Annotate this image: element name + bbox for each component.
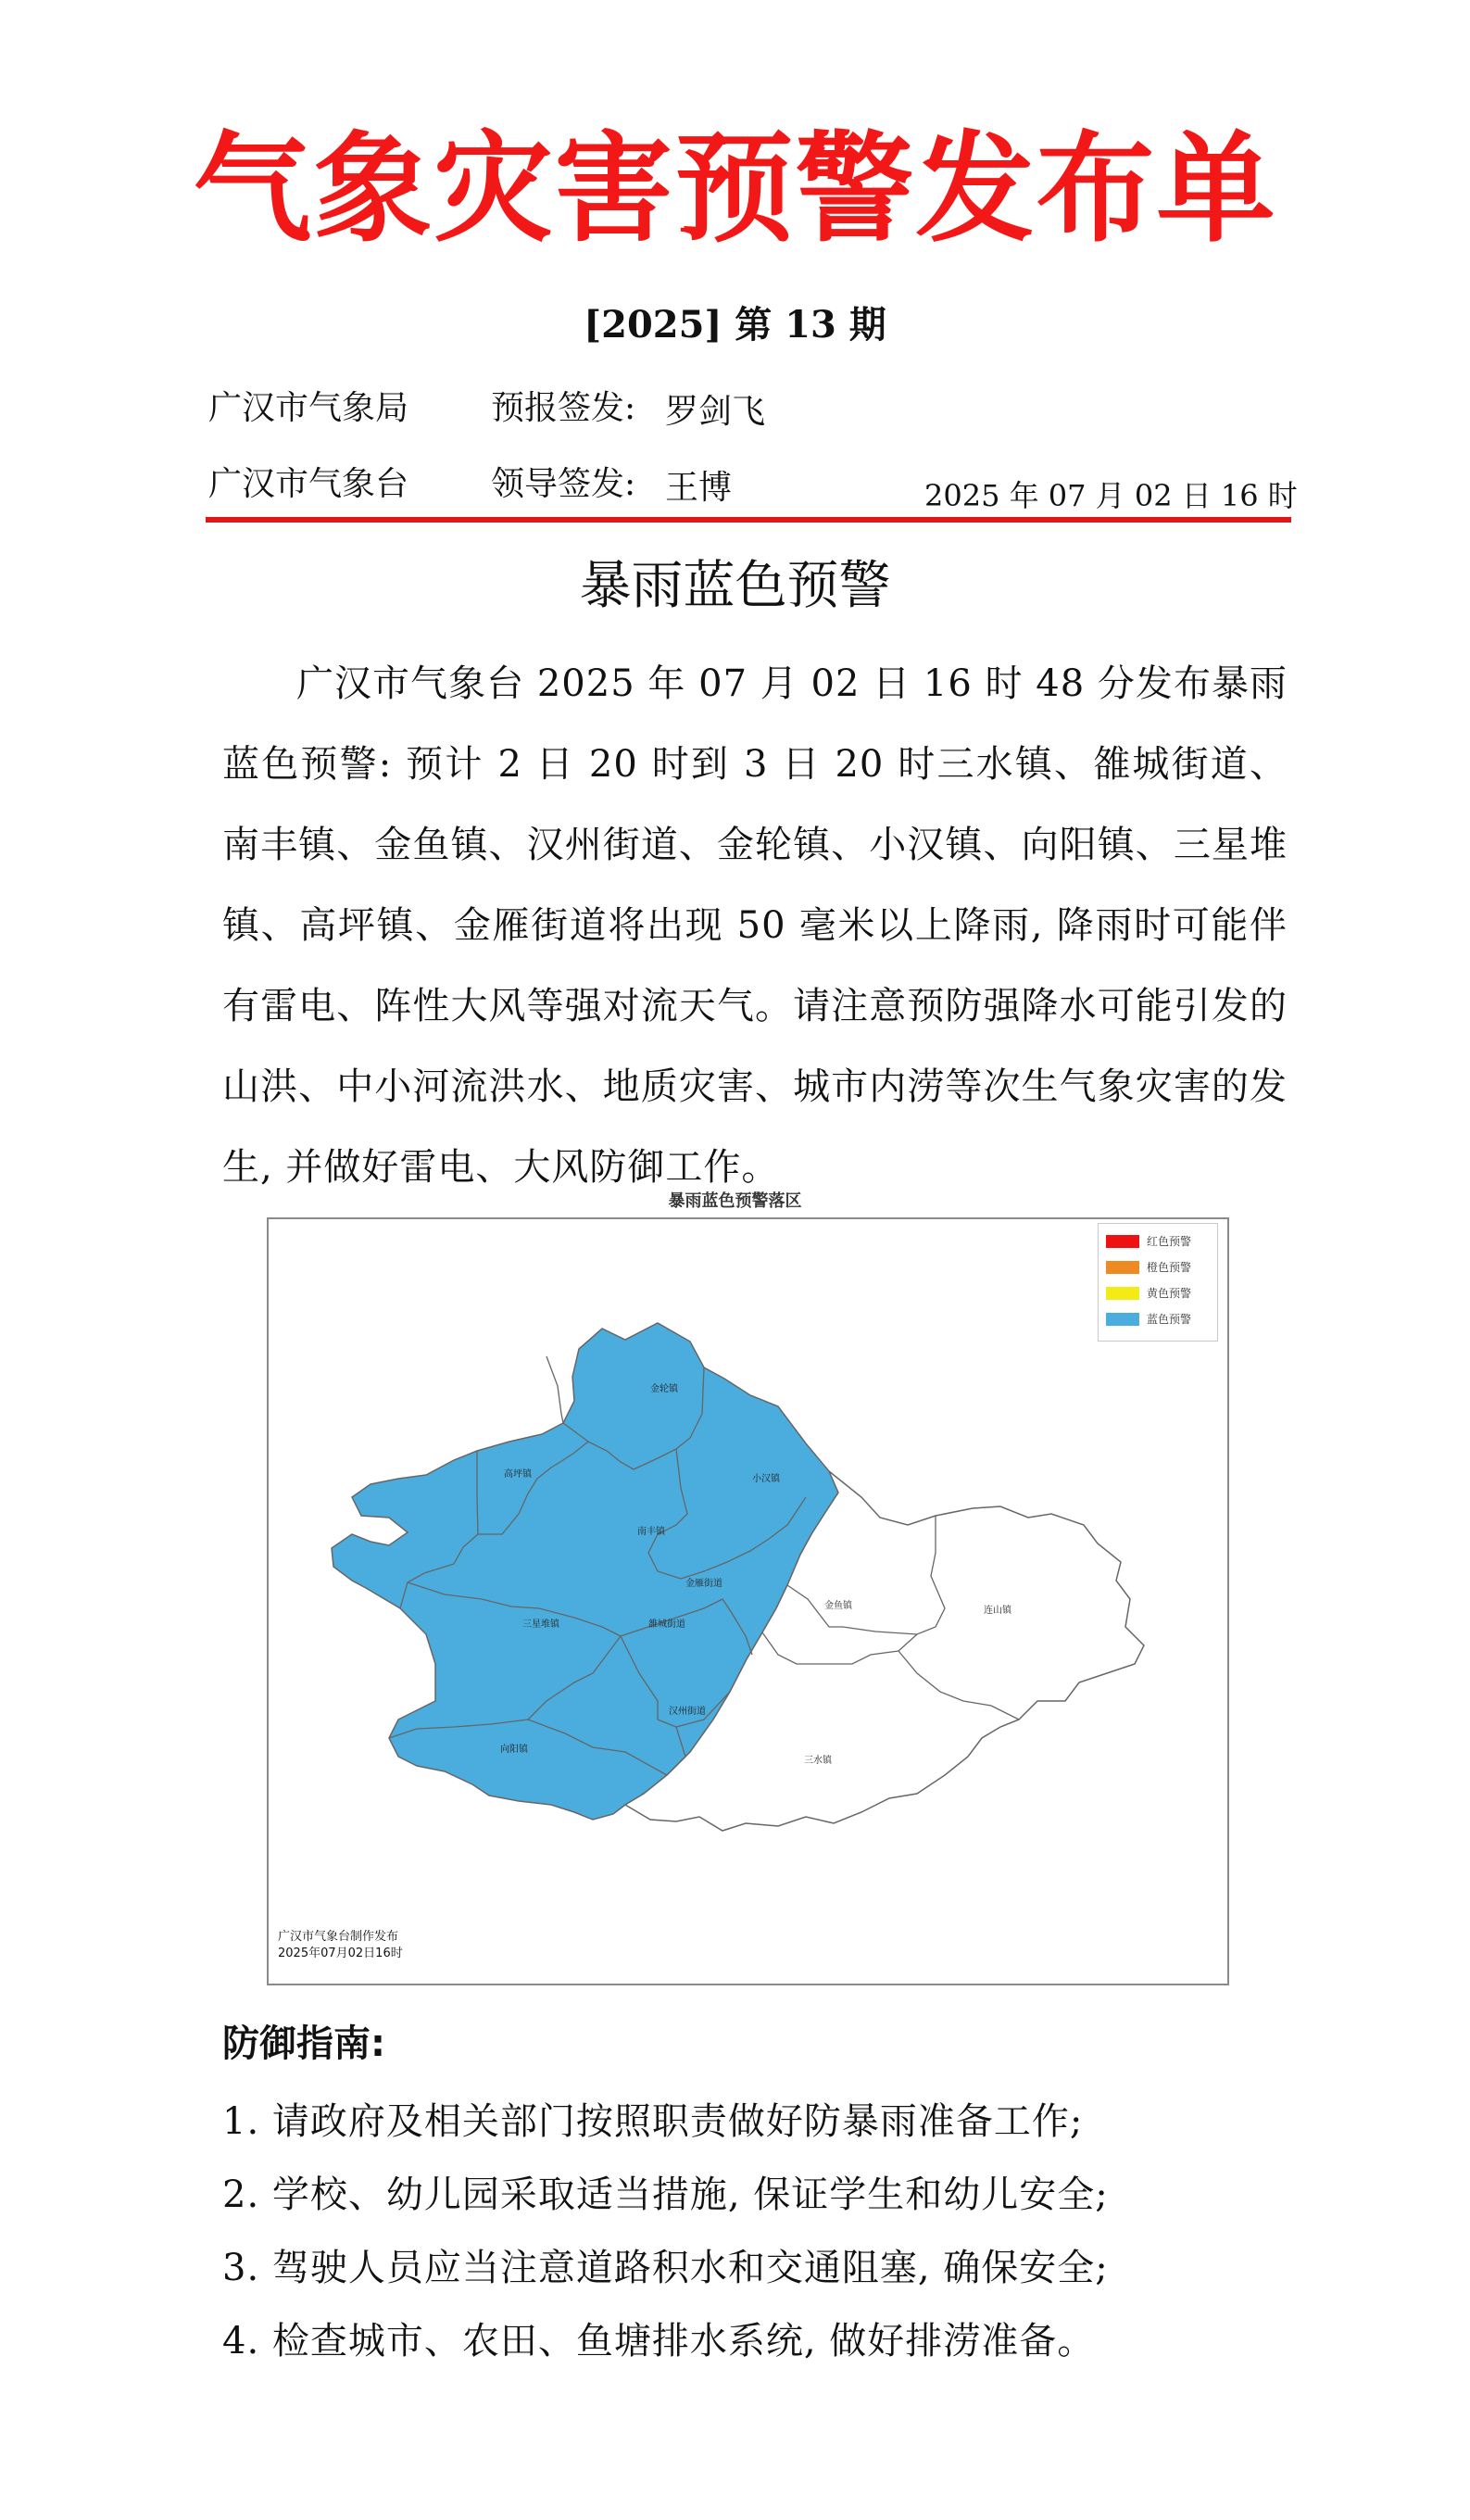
map-footer: [278, 1929, 403, 1962]
legend-yellow: [1106, 1283, 1217, 1304]
legend-red-label: 红色预警: [1147, 1235, 1192, 1248]
warning-body: 广汉市气象台 2025 年 07 月 02 日 16 时 48 分发布暴雨蓝色预警: 预计 2 日 20 时到 3 日 20 时三水镇、雒城街道、南丰镇、金鱼镇、汉州街道、金轮镇、小汉镇、向阳镇、三星堆镇、高坪镇、金雁街道将出现 50 毫米以上降雨, 降雨时可能伴有雷电、阵性大风等强对流天气。请注意预防强降水可能引发的山洪、中小河流洪水、地质灾害、城市内涝等次生气象灾害的发生, 并做好雷电、大风防御工作。: [222, 662, 1288, 1189]
issue-number: [2025] 第 13 期: [584, 303, 886, 346]
warning-map: [267, 1217, 1229, 1985]
map-footer-time: 2025年07月02日16时: [278, 1947, 403, 1960]
orange-swatch: [1106, 1261, 1139, 1274]
label-xiaohan: 小汉镇: [752, 1474, 780, 1484]
forecast-sign-label: 预报签发:: [491, 389, 636, 427]
legend-orange-label: 橙色预警: [1147, 1261, 1192, 1274]
label-sanshui: 三水镇: [804, 1756, 832, 1766]
map-caption: 暴雨蓝色预警落区: [668, 1191, 802, 1211]
label-jinlun: 金轮镇: [650, 1384, 678, 1394]
yellow-swatch: [1106, 1287, 1139, 1300]
bulletin-title: 气象灾害预警发布单: [193, 120, 1277, 258]
label-jinyu: 金鱼镇: [824, 1601, 852, 1611]
label-sanxingdui: 三星堆镇: [522, 1619, 559, 1630]
issue-datetime: 2025 年 07 月 02 日 16 时: [924, 478, 1298, 513]
warning-title: 暴雨蓝色预警: [579, 556, 891, 616]
legend-yellow-label: 黄色预警: [1147, 1287, 1192, 1300]
map-footer-publisher: 广汉市气象台制作发布: [278, 1930, 399, 1944]
label-lianshan: 连山镇: [984, 1606, 1011, 1616]
label-xiangyang: 向阳镇: [500, 1745, 528, 1755]
blue-swatch: [1106, 1313, 1139, 1326]
forecast-signer: 罗剑飞: [665, 393, 766, 431]
legend-orange: [1106, 1257, 1217, 1278]
leader-sign-label: 领导签发:: [491, 465, 636, 503]
issuer-observatory: 广汉市气象台: [208, 465, 409, 503]
guide-item-4: 4. 检查城市、农田、鱼塘排水系统, 做好排涝准备。: [222, 2320, 1096, 2362]
guide-item-2: 2. 学校、幼儿园采取适当措施, 保证学生和幼儿安全;: [222, 2174, 1109, 2216]
guide-item-1: 1. 请政府及相关部门按照职责做好防暴雨准备工作;: [222, 2100, 1084, 2143]
label-hanzhou: 汉州街道: [669, 1707, 706, 1717]
issuer-bureau: 广汉市气象局: [208, 389, 409, 427]
label-jinyan: 金雁街道: [685, 1579, 722, 1589]
warning-area-map: [269, 1219, 1227, 1984]
legend-blue-label: 蓝色预警: [1147, 1313, 1192, 1326]
header-divider: [206, 517, 1291, 523]
legend-blue: [1106, 1309, 1217, 1329]
label-nanfeng: 南丰镇: [637, 1527, 665, 1537]
leader-signer: 王博: [665, 469, 733, 507]
label-gaoping: 高坪镇: [504, 1469, 532, 1480]
legend-red: [1106, 1231, 1217, 1252]
label-luocheng: 雒城街道: [648, 1619, 685, 1630]
map-legend: [1098, 1223, 1218, 1342]
guide-title: 防御指南:: [222, 2022, 385, 2065]
red-swatch: [1106, 1235, 1139, 1248]
guide-item-3: 3. 驾驶人员应当注意道路积水和交通阻塞, 确保安全;: [222, 2247, 1109, 2289]
